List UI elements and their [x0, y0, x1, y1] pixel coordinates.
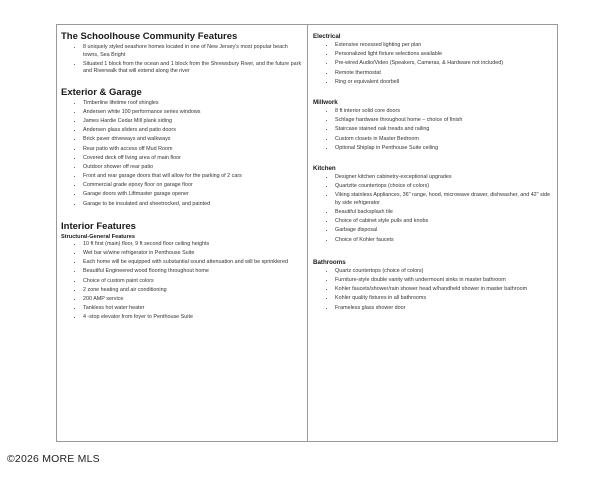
- list-item: • Staircase stained oak treads and railing: [335, 126, 555, 134]
- list-item: • Choice of cabinet style pulls and knobs: [335, 218, 555, 226]
- left-column: [61, 28, 303, 324]
- list-item: • Front and rear garage doors that will allow for the parking of 2 cars: [83, 173, 303, 181]
- interior-list: [61, 241, 303, 322]
- list-item: • Timberline lifetime roof shingles: [83, 100, 303, 108]
- list-item: • Remote thermostat: [335, 70, 555, 78]
- list-item: • Beautiful backsplash tile: [335, 209, 555, 217]
- list-item: • Ring or equivalent doorbell: [335, 79, 555, 87]
- list-item: • Kohler faucets/shower/rain shower head w/handheld shower in master bathroom: [335, 286, 555, 294]
- community-list: [61, 44, 303, 76]
- electrical-heading: Electrical: [313, 33, 341, 40]
- exterior-heading: Exterior & Garage: [61, 86, 142, 98]
- list-item: • Optional Shiplap in Penthouse Suite ceiling: [335, 145, 555, 153]
- copyright-watermark: ©2026 MORE MLS: [7, 453, 100, 465]
- millwork-list: [313, 108, 555, 152]
- list-item: • Rear patio with access off Mud Room: [83, 146, 303, 154]
- list-item: • Choice of Kohler faucets: [335, 237, 555, 245]
- list-item: • Andersen white 100 performance series windows: [83, 109, 303, 117]
- community-heading: The Schoolhouse Community Features: [61, 31, 238, 42]
- list-item: • Schlage hardware throughout home – choice of finish: [335, 117, 555, 125]
- list-item: • James Hardie Cedar Mill plank siding: [83, 118, 303, 126]
- millwork-heading: Millwork: [313, 98, 338, 106]
- bathrooms-list: [313, 268, 555, 312]
- column-divider: [307, 25, 308, 441]
- list-item: • Commercial grade epoxy floor on garage floor: [83, 182, 303, 190]
- list-item: • Garage to be insulated and sheetrocked, and painted: [83, 201, 303, 209]
- list-item: • 4 -stop elevator from foyer to Penthouse Suite: [83, 314, 303, 322]
- list-item: • Brick paver driveways and walkways: [83, 136, 303, 144]
- list-item: • Pre-wired Audio/Video (Speakers, Cameras, & Hardware not included): [335, 60, 555, 68]
- list-item: • Quartzite countertops (choice of colors): [335, 183, 555, 191]
- feature-sheet: [56, 24, 558, 442]
- list-item: • Each home will be equipped with substantial sound attenuation and will be sprinklered: [83, 259, 303, 267]
- list-item: • Kohler quality fixtures in all bathrooms: [335, 295, 555, 303]
- exterior-list: [61, 100, 303, 209]
- list-item: • Choice of custom paint colors: [83, 278, 303, 286]
- interior-subheading: Structural-General Features: [61, 233, 135, 240]
- list-item: • 8 uniquely styled seashore homes located in one of New Jersey's most popular beach towns, Sea Bright: [83, 44, 303, 59]
- list-item: • Andersen glass sliders and patio doors: [83, 127, 303, 135]
- list-item: • Wet bar w/wine refrigerator in Penthouse Suite: [83, 250, 303, 258]
- right-column: [313, 28, 555, 314]
- kitchen-heading: Kitchen: [313, 164, 336, 172]
- kitchen-list: [313, 174, 555, 244]
- list-item: • Quartz countertops (choice of colors): [335, 268, 555, 276]
- list-item: • Personalized light fixture selections available: [335, 51, 555, 59]
- list-item: • 2 zone heating and air conditioning: [83, 287, 303, 295]
- list-item: • Beautiful Engineered wood flooring throughout home: [83, 268, 303, 276]
- list-item: • 8 ft interior solid core doors: [335, 108, 555, 116]
- list-item: • 10 ft first (main) floor, 9 ft second floor ceiling heights: [83, 241, 303, 249]
- list-item: • Frameless glass shower door: [335, 305, 555, 313]
- list-item: • Situated 1 block from the ocean and 1 block from the Shrewsbury River, and the future park and Riverwalk that will extend along the river: [83, 61, 303, 76]
- list-item: • Viking stainless Appliances, 36" range, hood, microwave drawer, dishwasher, and 42" side by side refrigerator: [335, 192, 555, 207]
- bathrooms-heading: Bathrooms: [313, 258, 346, 266]
- list-item: • Covered deck off living area of main floor: [83, 155, 303, 163]
- list-item: • Furniture-style double vanity with undermount sinks in master bathroom: [335, 277, 555, 285]
- electrical-list: [313, 42, 555, 86]
- list-item: • Garbage disposal: [335, 227, 555, 235]
- list-item: • Designer kitchen cabinetry-exceptional upgrades: [335, 174, 555, 182]
- list-item: • Garage doors with Liftmaster garage opener: [83, 191, 303, 199]
- list-item: • Tankless hot water heater: [83, 305, 303, 313]
- interior-heading: Interior Features: [61, 220, 136, 232]
- list-item: • Outdoor shower off rear patio: [83, 164, 303, 172]
- list-item: • 200 AMP service: [83, 296, 303, 304]
- list-item: • Extensive recessed lighting per plan: [335, 42, 555, 50]
- list-item: • Custom closets in Master Bedroom: [335, 136, 555, 144]
